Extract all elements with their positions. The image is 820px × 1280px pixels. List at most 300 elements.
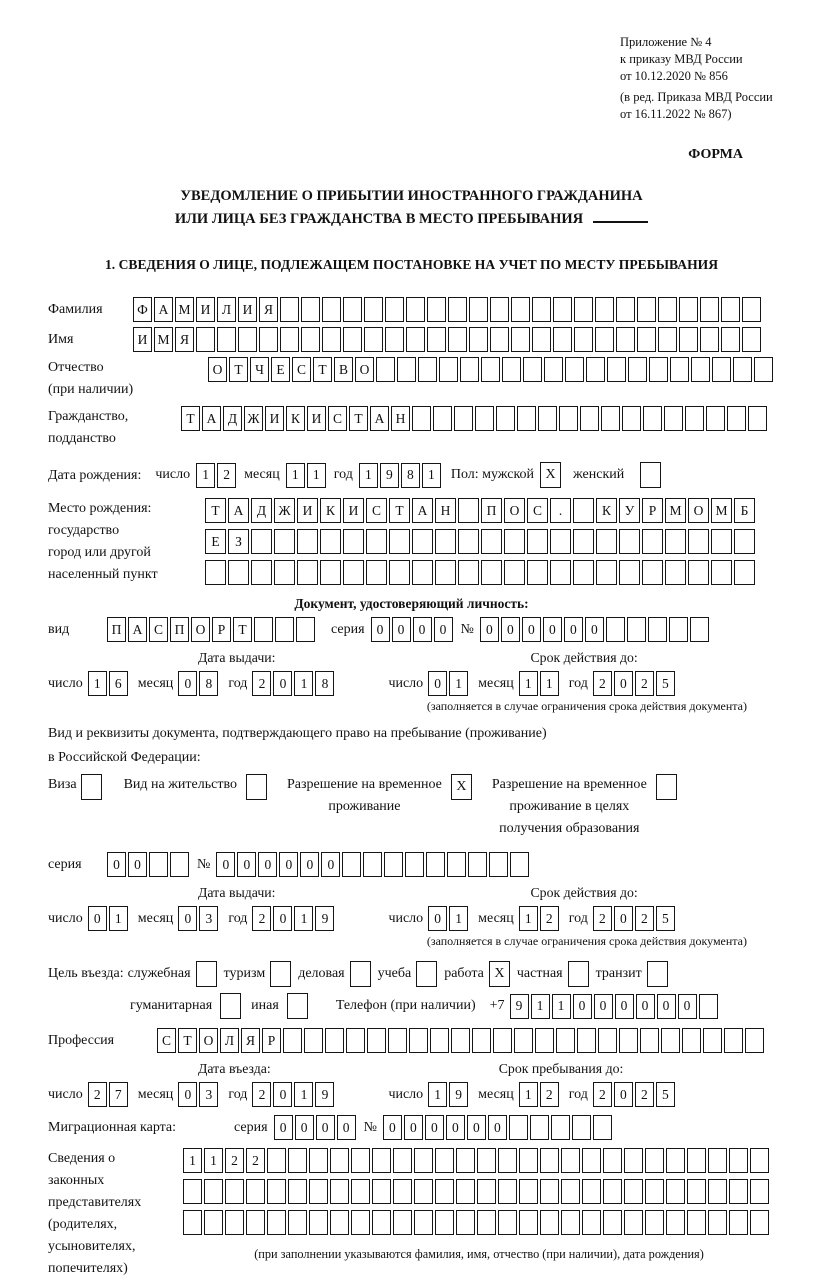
form-cell[interactable] — [364, 327, 383, 352]
form-cell[interactable]: 0 — [467, 1115, 486, 1140]
form-cell[interactable] — [509, 1115, 528, 1140]
form-cell[interactable]: 0 — [488, 1115, 507, 1140]
form-cell[interactable] — [595, 297, 614, 322]
form-cell[interactable] — [251, 560, 272, 585]
form-cell[interactable]: 0 — [237, 852, 256, 877]
form-cell[interactable]: 0 — [273, 671, 292, 696]
form-cell[interactable] — [351, 1148, 370, 1173]
form-cell[interactable]: Р — [642, 498, 663, 523]
form-cell[interactable] — [642, 560, 663, 585]
form-cell[interactable] — [504, 529, 525, 554]
form-cell[interactable] — [351, 1179, 370, 1204]
form-cell[interactable] — [559, 406, 578, 431]
form-cell[interactable] — [238, 327, 257, 352]
form-cell[interactable] — [414, 1148, 433, 1173]
form-cell[interactable]: Р — [262, 1028, 281, 1053]
form-cell[interactable]: Т — [178, 1028, 197, 1053]
form-cell[interactable] — [280, 297, 299, 322]
form-cell[interactable]: 2 — [635, 671, 654, 696]
form-cell[interactable]: 2 — [540, 1082, 559, 1107]
form-cell[interactable] — [504, 560, 525, 585]
form-cell[interactable]: 0 — [594, 994, 613, 1019]
form-cell[interactable] — [582, 1148, 601, 1173]
purpose-business-checkbox[interactable] — [350, 961, 371, 987]
form-cell[interactable]: И — [238, 297, 257, 322]
form-cell[interactable]: О — [504, 498, 525, 523]
form-cell[interactable]: И — [133, 327, 152, 352]
form-cell[interactable] — [532, 327, 551, 352]
form-cell[interactable] — [593, 1115, 612, 1140]
form-cell[interactable] — [468, 852, 487, 877]
form-cell[interactable]: 0 — [678, 994, 697, 1019]
form-cell[interactable]: 2 — [540, 906, 559, 931]
form-cell[interactable] — [619, 1028, 638, 1053]
form-cell[interactable]: 0 — [501, 617, 520, 642]
form-cell[interactable]: 1 — [519, 906, 538, 931]
form-cell[interactable] — [267, 1210, 286, 1235]
form-cell[interactable] — [493, 1028, 512, 1053]
form-cell[interactable] — [690, 617, 709, 642]
form-cell[interactable] — [645, 1179, 664, 1204]
form-cell[interactable]: А — [370, 406, 389, 431]
form-cell[interactable] — [519, 1210, 538, 1235]
form-cell[interactable]: 2 — [593, 906, 612, 931]
form-cell[interactable] — [409, 1028, 428, 1053]
form-cell[interactable]: Н — [435, 498, 456, 523]
form-cell[interactable] — [435, 1148, 454, 1173]
form-cell[interactable]: 0 — [258, 852, 277, 877]
form-cell[interactable]: А — [228, 498, 249, 523]
form-cell[interactable]: Л — [220, 1028, 239, 1053]
form-cell[interactable] — [666, 1179, 685, 1204]
form-cell[interactable]: 1 — [196, 463, 215, 488]
form-cell[interactable] — [469, 327, 488, 352]
form-cell[interactable]: 0 — [615, 994, 634, 1019]
form-cell[interactable] — [254, 617, 273, 642]
form-cell[interactable] — [458, 498, 479, 523]
form-cell[interactable]: 0 — [321, 852, 340, 877]
form-cell[interactable] — [196, 327, 215, 352]
form-cell[interactable] — [456, 1148, 475, 1173]
form-cell[interactable]: А — [154, 297, 173, 322]
form-cell[interactable]: А — [202, 406, 221, 431]
form-cell[interactable] — [309, 1179, 328, 1204]
form-cell[interactable] — [280, 327, 299, 352]
form-cell[interactable]: Т — [181, 406, 200, 431]
form-cell[interactable]: 1 — [531, 994, 550, 1019]
form-cell[interactable]: 1 — [540, 671, 559, 696]
form-cell[interactable] — [572, 1115, 591, 1140]
form-cell[interactable]: 5 — [656, 906, 675, 931]
form-cell[interactable]: К — [286, 406, 305, 431]
form-cell[interactable]: А — [412, 498, 433, 523]
form-cell[interactable] — [703, 1028, 722, 1053]
form-cell[interactable] — [325, 1028, 344, 1053]
form-cell[interactable]: 0 — [636, 994, 655, 1019]
form-cell[interactable] — [502, 357, 521, 382]
form-cell[interactable] — [283, 1028, 302, 1053]
form-cell[interactable]: 0 — [413, 617, 432, 642]
form-cell[interactable] — [170, 852, 189, 877]
form-cell[interactable]: 0 — [446, 1115, 465, 1140]
form-cell[interactable] — [729, 1210, 748, 1235]
form-cell[interactable]: 1 — [359, 463, 378, 488]
form-cell[interactable] — [259, 327, 278, 352]
form-cell[interactable]: 8 — [315, 671, 334, 696]
form-cell[interactable]: 0 — [428, 906, 447, 931]
form-cell[interactable] — [304, 1028, 323, 1053]
form-cell[interactable] — [688, 529, 709, 554]
form-cell[interactable] — [205, 560, 226, 585]
form-cell[interactable]: Ж — [244, 406, 263, 431]
form-cell[interactable]: С — [292, 357, 311, 382]
form-cell[interactable] — [535, 1028, 554, 1053]
form-cell[interactable]: 0 — [614, 671, 633, 696]
form-cell[interactable]: К — [596, 498, 617, 523]
form-cell[interactable] — [601, 406, 620, 431]
form-cell[interactable] — [682, 1028, 701, 1053]
form-cell[interactable] — [624, 1179, 643, 1204]
form-cell[interactable] — [750, 1210, 769, 1235]
form-cell[interactable] — [393, 1179, 412, 1204]
form-cell[interactable] — [648, 617, 667, 642]
form-cell[interactable]: 8 — [401, 463, 420, 488]
form-cell[interactable] — [551, 1115, 570, 1140]
form-cell[interactable]: Т — [349, 406, 368, 431]
form-cell[interactable] — [456, 1210, 475, 1235]
form-cell[interactable] — [274, 529, 295, 554]
form-cell[interactable] — [477, 1179, 496, 1204]
form-cell[interactable] — [523, 357, 542, 382]
form-cell[interactable] — [435, 529, 456, 554]
form-cell[interactable] — [748, 406, 767, 431]
form-cell[interactable] — [687, 1210, 706, 1235]
form-cell[interactable] — [712, 357, 731, 382]
form-cell[interactable]: С — [366, 498, 387, 523]
form-cell[interactable]: 1 — [294, 1082, 313, 1107]
form-cell[interactable]: 3 — [199, 906, 218, 931]
form-cell[interactable] — [363, 852, 382, 877]
form-cell[interactable] — [498, 1179, 517, 1204]
form-cell[interactable]: О — [191, 617, 210, 642]
form-cell[interactable]: 0 — [657, 994, 676, 1019]
form-cell[interactable]: 0 — [337, 1115, 356, 1140]
form-cell[interactable]: 2 — [246, 1148, 265, 1173]
form-cell[interactable] — [447, 852, 466, 877]
form-cell[interactable] — [322, 327, 341, 352]
form-cell[interactable]: 2 — [88, 1082, 107, 1107]
form-cell[interactable] — [517, 406, 536, 431]
form-cell[interactable] — [433, 406, 452, 431]
form-cell[interactable] — [301, 297, 320, 322]
form-cell[interactable]: 0 — [573, 994, 592, 1019]
form-cell[interactable] — [658, 297, 677, 322]
form-cell[interactable] — [645, 1210, 664, 1235]
form-cell[interactable] — [519, 1179, 538, 1204]
form-cell[interactable] — [637, 327, 656, 352]
female-checkbox[interactable] — [640, 462, 661, 488]
form-cell[interactable]: Т — [233, 617, 252, 642]
form-cell[interactable]: 2 — [252, 906, 271, 931]
form-cell[interactable] — [706, 406, 725, 431]
form-cell[interactable] — [393, 1210, 412, 1235]
form-cell[interactable]: 0 — [480, 617, 499, 642]
form-cell[interactable] — [225, 1179, 244, 1204]
form-cell[interactable] — [598, 1028, 617, 1053]
form-cell[interactable]: 1 — [552, 994, 571, 1019]
form-cell[interactable] — [745, 1028, 764, 1053]
form-cell[interactable]: 0 — [585, 617, 604, 642]
form-cell[interactable]: С — [149, 617, 168, 642]
form-cell[interactable]: 9 — [315, 906, 334, 931]
form-cell[interactable] — [510, 852, 529, 877]
form-cell[interactable] — [586, 357, 605, 382]
rvp-education-checkbox[interactable] — [656, 774, 677, 800]
form-cell[interactable] — [661, 1028, 680, 1053]
form-cell[interactable]: 2 — [593, 1082, 612, 1107]
form-cell[interactable]: 0 — [273, 906, 292, 931]
form-cell[interactable] — [665, 560, 686, 585]
form-cell[interactable]: Т — [313, 357, 332, 382]
form-cell[interactable] — [622, 406, 641, 431]
form-cell[interactable] — [580, 406, 599, 431]
form-cell[interactable]: М — [665, 498, 686, 523]
form-cell[interactable] — [454, 406, 473, 431]
form-cell[interactable]: М — [711, 498, 732, 523]
form-cell[interactable] — [603, 1179, 622, 1204]
form-cell[interactable] — [595, 327, 614, 352]
form-cell[interactable] — [577, 1028, 596, 1053]
form-cell[interactable] — [627, 617, 646, 642]
form-cell[interactable]: С — [527, 498, 548, 523]
form-cell[interactable]: 0 — [128, 852, 147, 877]
form-cell[interactable] — [297, 560, 318, 585]
form-cell[interactable]: 1 — [449, 671, 468, 696]
form-cell[interactable] — [640, 1028, 659, 1053]
form-cell[interactable] — [624, 1148, 643, 1173]
visa-checkbox[interactable] — [81, 774, 102, 800]
form-cell[interactable]: 8 — [199, 671, 218, 696]
form-cell[interactable] — [427, 297, 446, 322]
form-cell[interactable] — [750, 1148, 769, 1173]
form-cell[interactable]: 0 — [88, 906, 107, 931]
form-cell[interactable] — [228, 560, 249, 585]
form-cell[interactable] — [754, 357, 773, 382]
form-cell[interactable] — [267, 1179, 286, 1204]
form-cell[interactable]: З — [228, 529, 249, 554]
form-cell[interactable]: 1 — [428, 1082, 447, 1107]
form-cell[interactable] — [343, 560, 364, 585]
form-cell[interactable] — [553, 327, 572, 352]
form-cell[interactable] — [688, 560, 709, 585]
form-cell[interactable]: Я — [175, 327, 194, 352]
form-cell[interactable]: 0 — [614, 906, 633, 931]
form-cell[interactable] — [729, 1179, 748, 1204]
form-cell[interactable]: 0 — [404, 1115, 423, 1140]
form-cell[interactable] — [384, 852, 403, 877]
form-cell[interactable] — [412, 560, 433, 585]
form-cell[interactable] — [724, 1028, 743, 1053]
form-cell[interactable] — [296, 617, 315, 642]
form-cell[interactable]: 0 — [371, 617, 390, 642]
form-cell[interactable] — [385, 297, 404, 322]
form-cell[interactable]: Ф — [133, 297, 152, 322]
form-cell[interactable]: 9 — [380, 463, 399, 488]
form-cell[interactable]: 0 — [178, 906, 197, 931]
form-cell[interactable] — [477, 1148, 496, 1173]
form-cell[interactable]: 2 — [593, 671, 612, 696]
form-cell[interactable] — [469, 297, 488, 322]
form-cell[interactable]: 1 — [294, 906, 313, 931]
form-cell[interactable] — [367, 1028, 386, 1053]
form-cell[interactable] — [320, 560, 341, 585]
form-cell[interactable] — [498, 1148, 517, 1173]
form-cell[interactable] — [685, 406, 704, 431]
form-cell[interactable]: 0 — [274, 1115, 293, 1140]
form-cell[interactable] — [472, 1028, 491, 1053]
form-cell[interactable]: 0 — [300, 852, 319, 877]
form-cell[interactable] — [481, 560, 502, 585]
form-cell[interactable] — [699, 994, 718, 1019]
form-cell[interactable] — [427, 327, 446, 352]
form-cell[interactable] — [275, 617, 294, 642]
form-cell[interactable] — [330, 1210, 349, 1235]
form-cell[interactable]: 0 — [216, 852, 235, 877]
form-cell[interactable]: 2 — [635, 1082, 654, 1107]
form-cell[interactable] — [721, 327, 740, 352]
form-cell[interactable]: Н — [391, 406, 410, 431]
form-cell[interactable]: Ж — [274, 498, 295, 523]
form-cell[interactable] — [561, 1148, 580, 1173]
residence-permit-checkbox[interactable] — [246, 774, 267, 800]
form-cell[interactable] — [527, 560, 548, 585]
form-cell[interactable] — [346, 1028, 365, 1053]
form-cell[interactable] — [366, 560, 387, 585]
form-cell[interactable] — [527, 529, 548, 554]
purpose-private-checkbox[interactable] — [568, 961, 589, 987]
form-cell[interactable] — [343, 327, 362, 352]
form-cell[interactable] — [540, 1210, 559, 1235]
form-cell[interactable]: 0 — [428, 671, 447, 696]
form-cell[interactable] — [679, 327, 698, 352]
form-cell[interactable] — [414, 1179, 433, 1204]
form-cell[interactable] — [389, 560, 410, 585]
form-cell[interactable] — [330, 1179, 349, 1204]
form-cell[interactable] — [511, 297, 530, 322]
form-cell[interactable] — [679, 297, 698, 322]
form-cell[interactable] — [412, 529, 433, 554]
form-cell[interactable]: 9 — [449, 1082, 468, 1107]
form-cell[interactable]: О — [208, 357, 227, 382]
form-cell[interactable] — [619, 529, 640, 554]
form-cell[interactable]: А — [128, 617, 147, 642]
form-cell[interactable] — [439, 357, 458, 382]
form-cell[interactable]: М — [154, 327, 173, 352]
purpose-humanitarian-checkbox[interactable] — [220, 993, 241, 1019]
form-cell[interactable] — [734, 529, 755, 554]
form-cell[interactable] — [274, 560, 295, 585]
form-cell[interactable] — [664, 406, 683, 431]
form-cell[interactable]: Л — [217, 297, 236, 322]
form-cell[interactable] — [456, 1179, 475, 1204]
purpose-study-checkbox[interactable] — [416, 961, 437, 987]
form-cell[interactable] — [418, 357, 437, 382]
form-cell[interactable]: 7 — [109, 1082, 128, 1107]
form-cell[interactable]: М — [175, 297, 194, 322]
form-cell[interactable] — [643, 406, 662, 431]
form-cell[interactable] — [342, 852, 361, 877]
form-cell[interactable] — [700, 297, 719, 322]
form-cell[interactable]: 0 — [316, 1115, 335, 1140]
form-cell[interactable]: П — [170, 617, 189, 642]
form-cell[interactable]: 1 — [294, 671, 313, 696]
form-cell[interactable] — [496, 406, 515, 431]
form-cell[interactable] — [540, 1148, 559, 1173]
form-cell[interactable] — [288, 1148, 307, 1173]
form-cell[interactable] — [385, 327, 404, 352]
form-cell[interactable] — [642, 529, 663, 554]
form-cell[interactable] — [297, 529, 318, 554]
male-checkbox[interactable]: X — [540, 462, 561, 488]
form-cell[interactable] — [553, 297, 572, 322]
form-cell[interactable] — [687, 1179, 706, 1204]
form-cell[interactable]: П — [481, 498, 502, 523]
form-cell[interactable] — [458, 529, 479, 554]
form-cell[interactable]: 0 — [434, 617, 453, 642]
form-cell[interactable] — [366, 529, 387, 554]
form-cell[interactable] — [606, 617, 625, 642]
form-cell[interactable]: 0 — [178, 1082, 197, 1107]
form-cell[interactable]: 1 — [519, 671, 538, 696]
form-cell[interactable] — [330, 1148, 349, 1173]
form-cell[interactable] — [573, 498, 594, 523]
form-cell[interactable]: 2 — [225, 1148, 244, 1173]
form-cell[interactable] — [530, 1115, 549, 1140]
form-cell[interactable] — [658, 327, 677, 352]
form-cell[interactable] — [267, 1148, 286, 1173]
form-cell[interactable] — [309, 1148, 328, 1173]
form-cell[interactable]: В — [334, 357, 353, 382]
form-cell[interactable] — [376, 357, 395, 382]
form-cell[interactable] — [490, 297, 509, 322]
form-cell[interactable]: 0 — [614, 1082, 633, 1107]
form-cell[interactable] — [556, 1028, 575, 1053]
form-cell[interactable]: П — [107, 617, 126, 642]
form-cell[interactable] — [616, 297, 635, 322]
form-cell[interactable]: 0 — [279, 852, 298, 877]
form-cell[interactable] — [364, 297, 383, 322]
form-cell[interactable] — [708, 1148, 727, 1173]
form-cell[interactable] — [544, 357, 563, 382]
form-cell[interactable]: 0 — [564, 617, 583, 642]
form-cell[interactable]: С — [328, 406, 347, 431]
form-cell[interactable] — [183, 1210, 202, 1235]
form-cell[interactable] — [742, 297, 761, 322]
form-cell[interactable] — [477, 1210, 496, 1235]
form-cell[interactable] — [320, 529, 341, 554]
form-cell[interactable]: И — [196, 297, 215, 322]
form-cell[interactable] — [489, 852, 508, 877]
form-cell[interactable] — [372, 1210, 391, 1235]
form-cell[interactable] — [669, 617, 688, 642]
form-cell[interactable]: 0 — [383, 1115, 402, 1140]
form-cell[interactable] — [406, 297, 425, 322]
form-cell[interactable] — [435, 560, 456, 585]
form-cell[interactable] — [538, 406, 557, 431]
form-cell[interactable] — [532, 297, 551, 322]
form-cell[interactable] — [246, 1210, 265, 1235]
form-cell[interactable] — [511, 327, 530, 352]
